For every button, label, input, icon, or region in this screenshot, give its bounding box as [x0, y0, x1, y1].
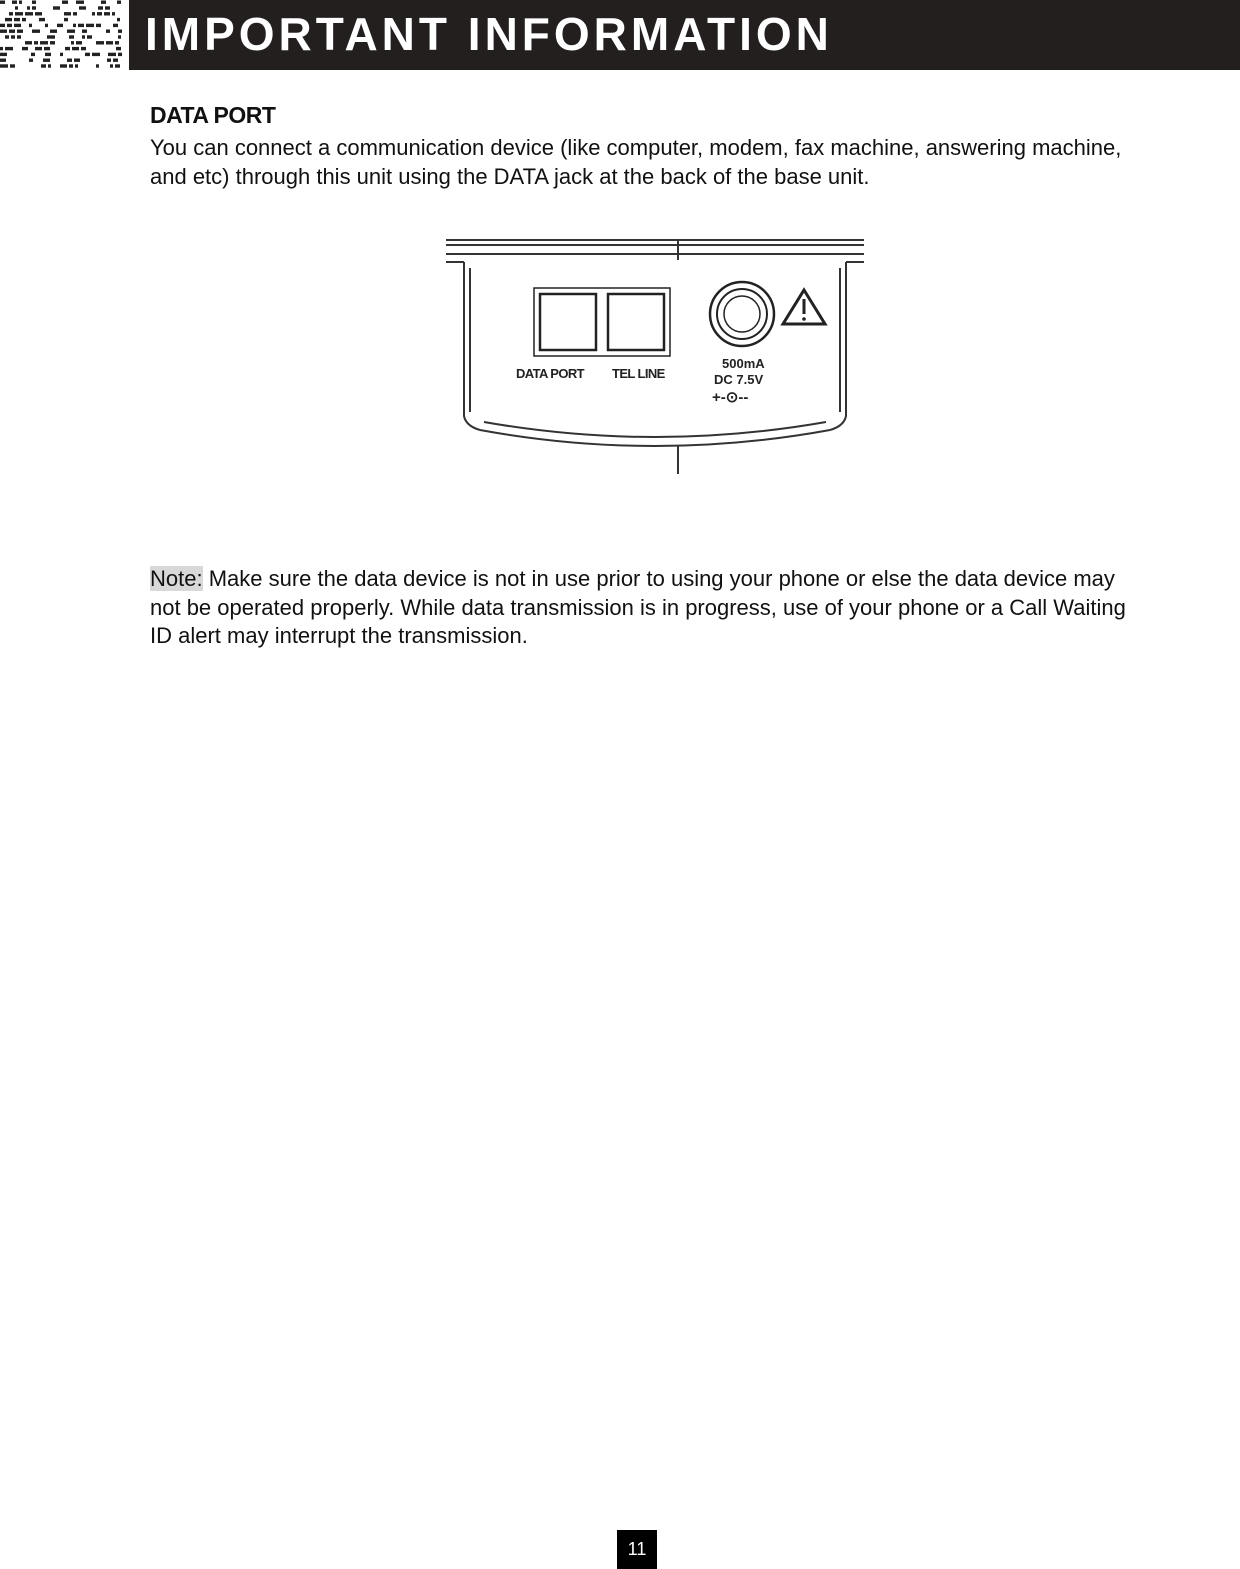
tel-line-label: TEL LINE: [612, 366, 665, 381]
base-unit-back-panel-diagram: [440, 234, 870, 479]
note-text: Make sure the data device is not in use prior to using your phone or else the data device may not be operated properly. While data transmission is in progress, use of your phone or a Call Waiting ID alert may interrupt the transmission.: [150, 566, 1126, 648]
note-paragraph: [150, 565, 1130, 651]
power-rating-current: 500mA: [722, 356, 765, 371]
warning-triangle-icon: [783, 290, 825, 324]
power-jack: [710, 282, 774, 346]
header-pattern-decoration: [0, 0, 122, 70]
section-heading: DATA PORT: [150, 102, 276, 128]
power-rating-voltage: DC 7.5V: [714, 372, 764, 387]
tel-line-jack: [608, 294, 664, 350]
page-title: IMPORTANT INFORMATION: [145, 8, 833, 60]
data-port-label: DATA PORT: [516, 366, 585, 381]
data-port-jack: [540, 294, 596, 350]
note-label: Note:: [150, 566, 203, 591]
intro-paragraph: You can connect a communication device (like computer, modem, fax machine, answering machine, and etc) through this unit using the DATA jack at the back of the base unit.: [150, 135, 1122, 189]
page-number: 11: [617, 1530, 657, 1569]
polarity-symbol: +-⊙--: [712, 389, 749, 406]
